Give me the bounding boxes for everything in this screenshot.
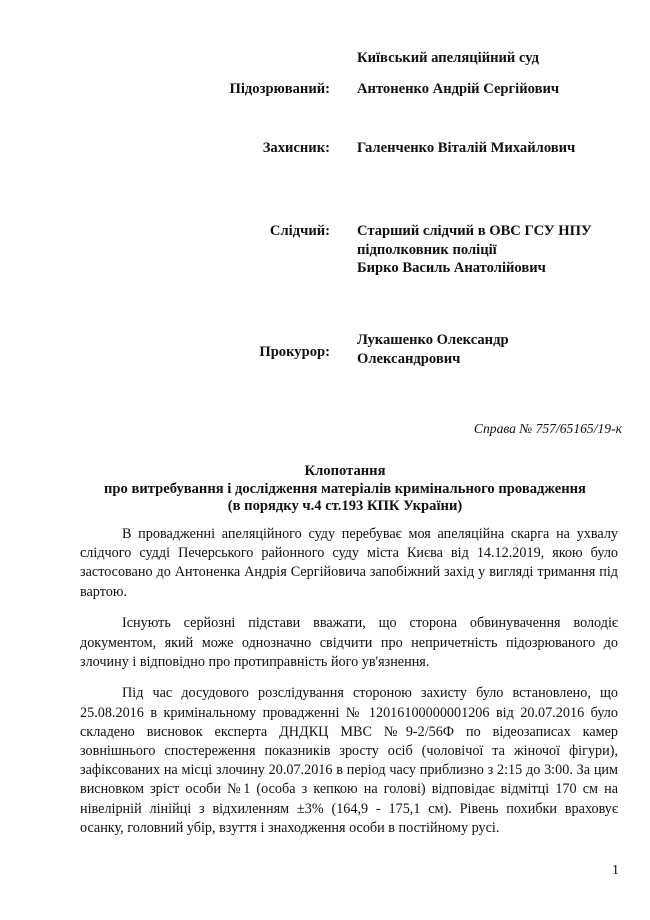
party-line: підполковник поліції — [357, 241, 497, 258]
party-value — [357, 80, 627, 99]
page-number: 1 — [612, 863, 619, 878]
document-title — [40, 463, 650, 516]
title-line: про витребування і дослідження матеріалів кримінального провадження — [104, 480, 586, 497]
party-line: Бирко Василь Анатолійович — [357, 260, 546, 276]
party-line: Антоненко Андрій Сергійович — [357, 81, 560, 97]
party-value — [357, 139, 627, 158]
party-line: Галенченко Віталій Михайлович — [357, 140, 576, 156]
body-paragraph: В провадженні апеляційного суду перебуває моя апеляційна скарга на ухвалу слідчого судді Печерського районного суду міста Києва від 14.12.2019, якою було застосовано до Антоненка Андрія Сергійовича запобіжний захід у вигляді тримання під вартою. — [80, 526, 618, 600]
party-label: Захисник: — [262, 140, 330, 156]
body-paragraph: Існують серйозні підстави вважати, що сторона обвинувачення володіє документом, який може однозначно свідчити про непричетність підозрюваного до злочину і відповідно про протиправність його ув'язнення. — [80, 615, 618, 670]
party-value — [357, 331, 627, 368]
party-label: Слідчий: — [269, 223, 330, 239]
document-body — [80, 525, 618, 851]
body-paragraph: Під час досудового розслідування стороною захисту було встановлено, що 25.08.2016 в кримінальному провадженні № 12016100000001206 від 20.07.2016 було складено висновок експерта ДНДКЦ МВС №9-2/56Ф по відеозаписах камер зовнішнього спостереження показників зросту осіб (чоловічої та жіночої фігури), зафіксованих на місці злочину 20.07.2016 в період часу приблизно з 2:15 до 3:00. За цим висновком зріст особи №1 (особа з кепкою на голові) відповідає відмітці 170 см на нівелірній лінійці з відхиленням ±3% (164,9 - 175,1 см). Рівень похибки враховує осанку, головний убір, взуття і знаходження особи в постійному русі. — [80, 685, 618, 836]
title-line: Клопотання — [304, 463, 386, 479]
court-name: Київський апеляційний суд — [357, 50, 540, 66]
party-line: Лукашенко Олександр — [357, 332, 509, 348]
party-label: Прокурор: — [259, 344, 330, 360]
case-number: Справа № 757/65165/19-к — [473, 421, 622, 436]
party-line: Олександрович — [357, 350, 461, 367]
party-value — [357, 222, 627, 278]
party-label: Підозрюваний: — [229, 81, 330, 97]
party-line: Старший слідчий в ОВС ГСУ НПУ — [357, 223, 592, 239]
title-line: (в порядку ч.4 ст.193 КПК України) — [227, 498, 463, 514]
